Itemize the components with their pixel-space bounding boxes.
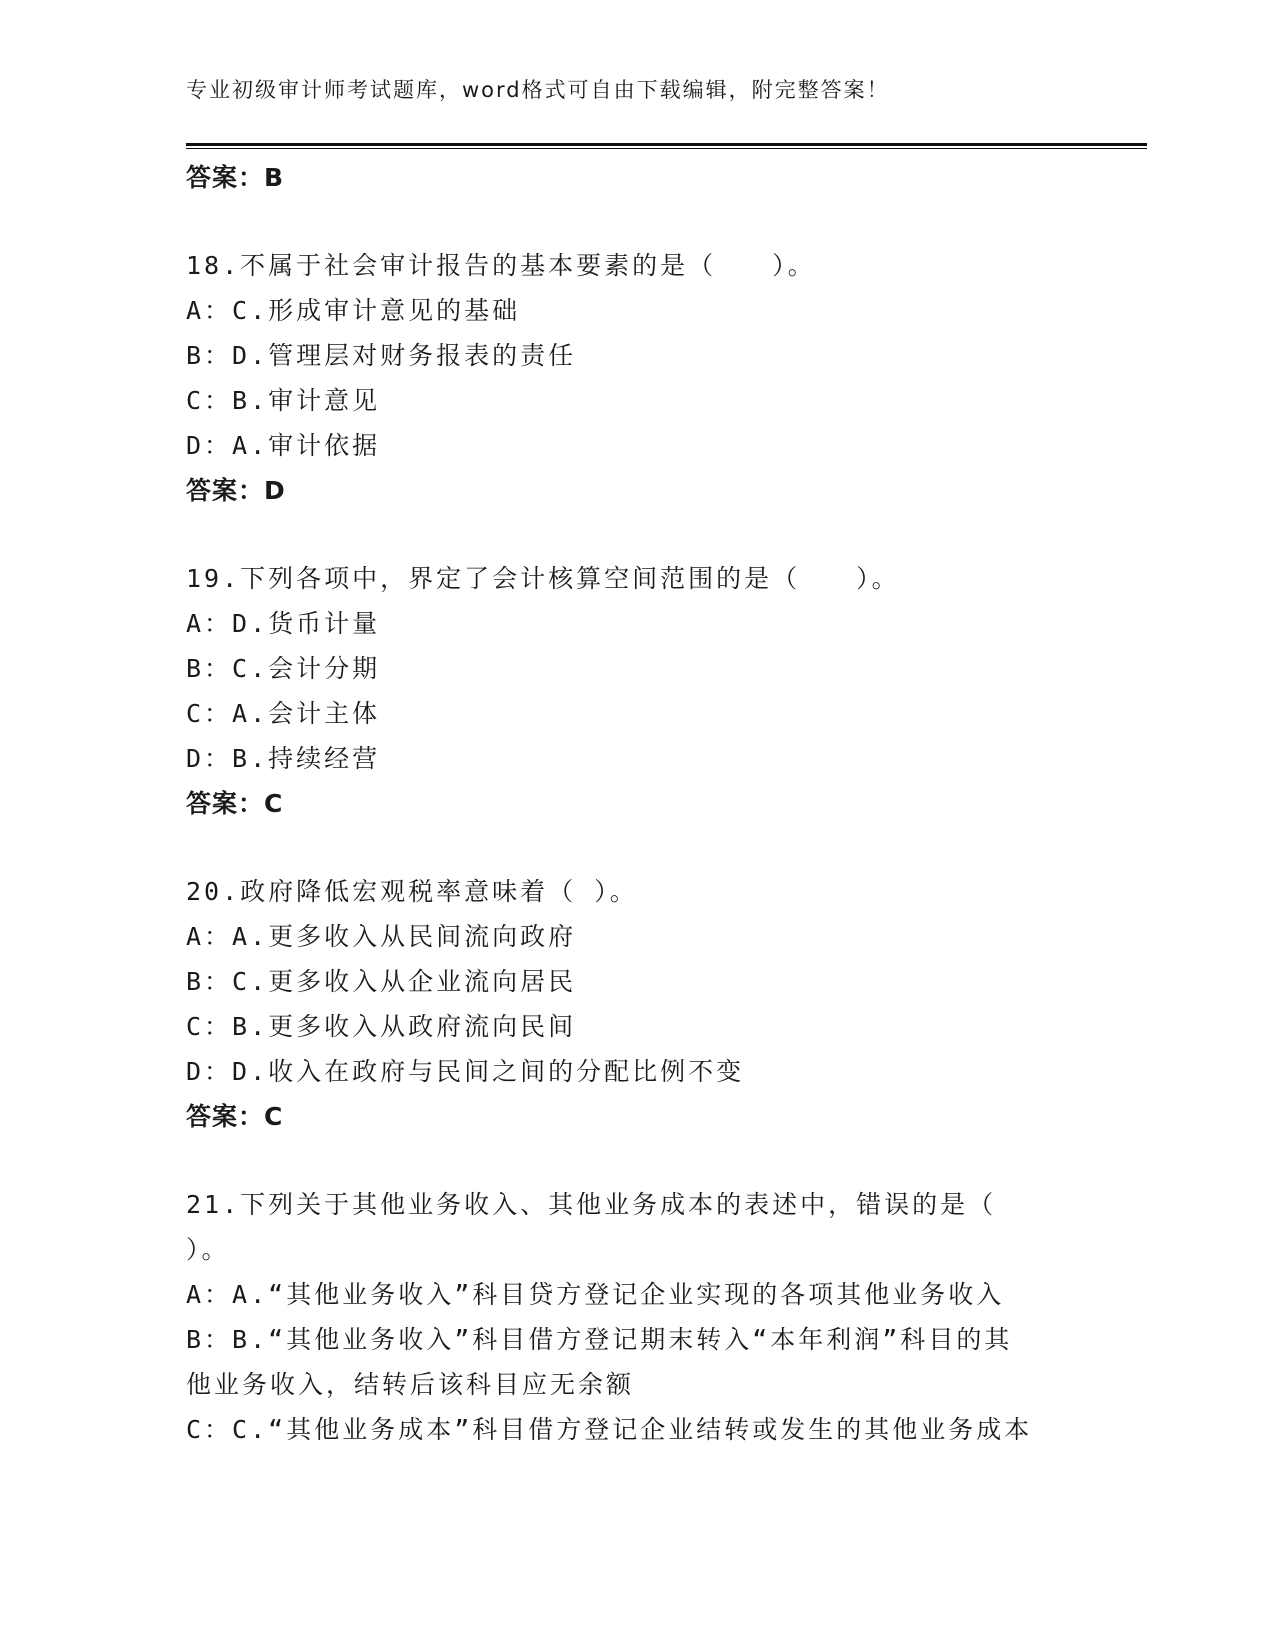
spacer [186, 513, 1086, 556]
option-b: B：B.“其他业务收入”科目借方登记期末转入“本年利润”科目的其 [186, 1325, 1013, 1354]
answer-line: 答案：D [186, 476, 286, 505]
page-header: 专业初级审计师考试题库，word格式可自由下载编辑，附完整答案！ [186, 78, 890, 102]
answer-line: 答案：C [186, 789, 284, 818]
spacer [186, 200, 1086, 243]
question-stem: 18.不属于社会审计报告的基本要素的是（ ）。 [186, 251, 816, 280]
question-stem: 20.政府降低宏观税率意味着（ ）。 [186, 877, 638, 906]
spacer [186, 1139, 1086, 1182]
spacer [186, 826, 1086, 869]
option-c: C：B.更多收入从政府流向民间 [186, 1012, 577, 1041]
option-c: C：B.审计意见 [186, 386, 381, 415]
question-stem: 19.下列各项中，界定了会计核算空间范围的是（ ）。 [186, 564, 900, 593]
question-18 [186, 243, 1086, 513]
option-a: A：A.更多收入从民间流向政府 [186, 922, 577, 951]
option-b-continued: 他业务收入，结转后该科目应无余额 [186, 1370, 635, 1399]
option-d: D：D.收入在政府与民间之间的分配比例不变 [186, 1057, 745, 1086]
question-21 [186, 1182, 1086, 1452]
header-divider [186, 143, 1147, 149]
answer-line: 答案：C [186, 1102, 284, 1131]
option-a: A：D.货币计量 [186, 609, 381, 638]
option-b: B：D.管理层对财务报表的责任 [186, 341, 577, 370]
question-19 [186, 556, 1086, 826]
option-d: D：A.审计依据 [186, 431, 381, 460]
option-a: A：C.形成审计意见的基础 [186, 296, 521, 325]
question-stem-continued: ）。 [186, 1235, 230, 1264]
question-list [186, 155, 1086, 1452]
option-a: A：A.“其他业务收入”科目贷方登记企业实现的各项其他业务收入 [186, 1280, 1005, 1309]
question-stem: 21.下列关于其他业务收入、其他业务成本的表述中，错误的是（ [186, 1190, 997, 1219]
option-b: B：C.会计分期 [186, 654, 381, 683]
option-d: D：B.持续经营 [186, 744, 381, 773]
question-20 [186, 869, 1086, 1139]
answer-line: 答案：B [186, 163, 285, 192]
option-b: B：C.更多收入从企业流向居民 [186, 967, 577, 996]
option-c: C：C.“其他业务成本”科目借方登记企业结转或发生的其他业务成本 [186, 1415, 1033, 1444]
option-c: C：A.会计主体 [186, 699, 381, 728]
